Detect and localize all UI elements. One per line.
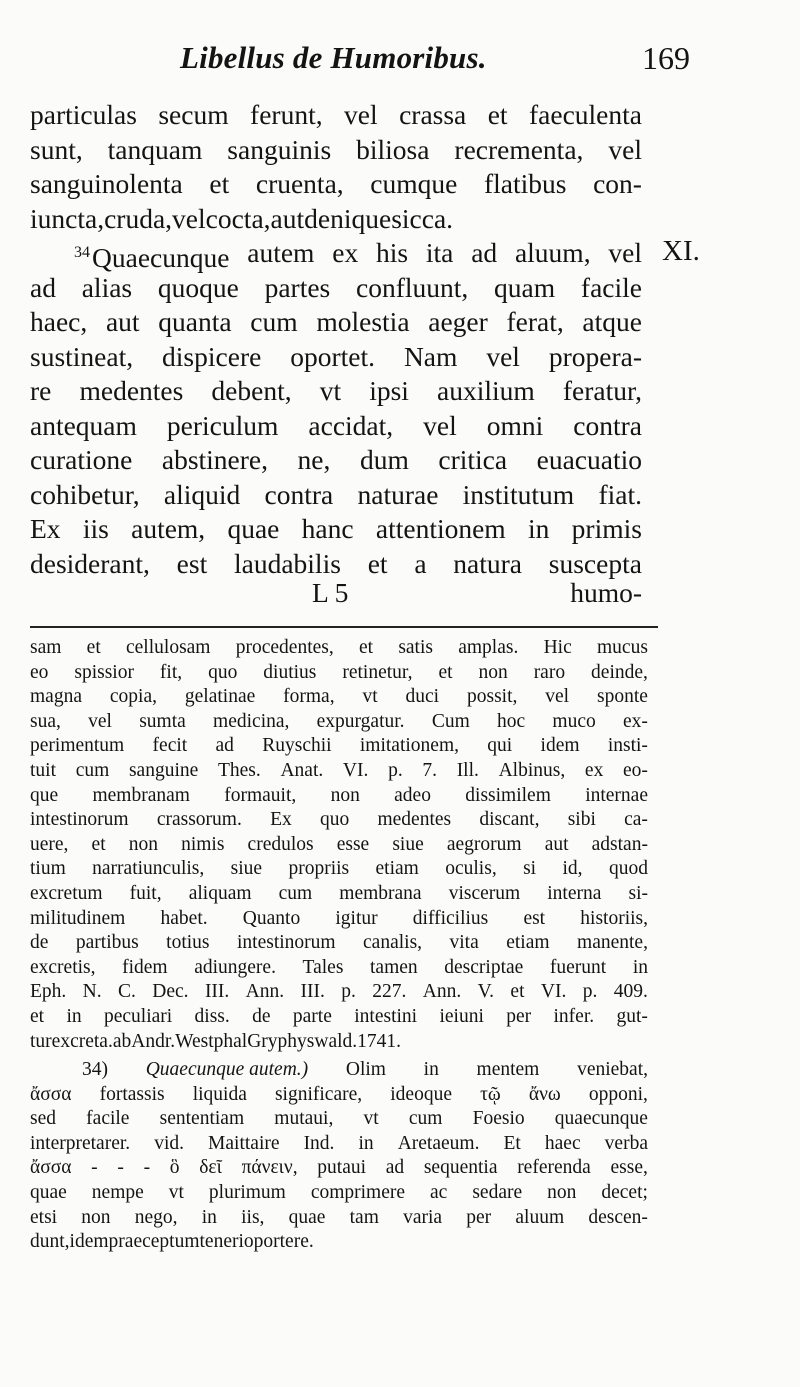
text-line: curatione abstinere, ne, dum critica euacuatio	[30, 444, 642, 475]
text-line: desiderant, est laudabilis et a natura suscepta	[30, 547, 642, 579]
running-title: Libellus de Humoribus.	[180, 40, 487, 75]
footnote-line: Eph. N. C. Dec. III. Ann. III. p. 227. Ann. V. et VI. p. 409.	[30, 981, 648, 1003]
footnote-line: perimentum fecit ad Ruyschii imitationem, qui idem insti-	[30, 735, 648, 757]
main-text	[30, 98, 642, 581]
footnote-line: eo spissior fit, quo diutius retinetur, et non raro deinde,	[30, 661, 648, 683]
footnote-line: tuit cum sanguine Thes. Anat. VI. p. 7. Ill. Albinus, ex eo-	[30, 759, 648, 781]
footnote-line: interpretarer. vid. Maittaire Ind. in Aretaeum. Et haec verba	[30, 1132, 648, 1154]
catchline	[30, 577, 642, 613]
footnote-line: ἄσσα - - - ὃ δεῖ πάνειν, putaui ad sequentia referenda esse,	[30, 1157, 648, 1179]
footnote-line: dunt, idem praeceptum teneri oportere.	[30, 1231, 314, 1253]
footnote-lemma: Quaecunque autem.)	[145, 1059, 309, 1081]
footnote-line: sua, vel sumta medicina, expurgatur. Cum hoc muco ex-	[30, 710, 648, 732]
page-header	[30, 40, 690, 90]
signature-mark: L 5	[312, 577, 349, 608]
footnote-line: sam et cellulosam procedentes, et satis amplas. Hic mucus	[30, 637, 648, 658]
margin-section-number: XI.	[662, 235, 700, 267]
footnote-line: de partibus totius intestinorum canalis, vita etiam manente,	[30, 932, 648, 954]
footnotes	[30, 636, 648, 1255]
footnote-line: et in peculiari diss. de parte intestini ieiuni per infer. gut-	[30, 1005, 648, 1027]
footnote-line: intestinorum crassorum. Ex quo medentes discant, sibi ca-	[30, 809, 648, 831]
footnote-reference: 34	[74, 244, 90, 261]
footnote-line: etsi non nego, in iis, quae tam varia per aluum descen-	[30, 1206, 648, 1228]
footnote-rule	[30, 626, 658, 628]
text-line: cohibetur, aliquid contra naturae institutum fiat.	[30, 478, 642, 510]
footnote-number: 34)	[82, 1059, 108, 1081]
text-line: $^{34}$Quaecunque autem ex his ita ad aluum, vel	[74, 237, 642, 273]
text-line: antequam periculum accidat, vel omni contra	[30, 409, 642, 441]
footnote-34-heading: 34) Quaecunque autem.) Olim in mentem veniebat,	[30, 1058, 648, 1083]
footnote-line: tur excreta. ab Andr. Westphal Gryphyswald. 1741.	[30, 1030, 402, 1052]
text-line: haec, aut quanta cum molestia aeger ferat, atque	[30, 306, 642, 337]
footnote-line: que membranam formauit, non adeo dissimilem internae	[30, 784, 648, 806]
text-line: sunt, tanquam sanguinis biliosa recrementa, vel	[30, 133, 642, 165]
text-line: re medentes debent, vt ipsi auxilium feratur,	[30, 375, 642, 406]
footnote-line: excretis, fidem adiungere. Tales tamen descriptae fuerunt in	[30, 956, 648, 978]
footnote-line: sed facile sententiam mutaui, vt cum Foesio quaecunque	[30, 1108, 648, 1130]
footnote-line: uere, et non nimis credulos esse siue aegrorum aut adstan-	[30, 833, 648, 855]
footnote-line: tium narratiunculis, siue propriis etiam oculis, si id, quod	[30, 858, 648, 880]
footnote-line: magna copia, gelatinae forma, vt duci possit, vel sponte	[30, 686, 648, 708]
text-line: Ex iis autem, quae hanc attentionem in primis	[30, 513, 642, 544]
page-number: 169	[642, 40, 690, 76]
footnote-line: excretum fuit, aliquam cum membrana viscerum interna si-	[30, 882, 648, 904]
text-line: particulas secum ferunt, vel crassa et faeculenta	[30, 99, 642, 130]
footnote-line: ἄσσα fortassis liquida significare, ideoque τῷ ἄνω opponi,	[30, 1083, 648, 1105]
footnote-line: militudinem habet. Quanto igitur difficilius est historiis,	[30, 907, 648, 929]
text-line: ad alias quoque partes confluunt, quam facile	[30, 271, 642, 303]
text-line: iuncta, cruda, vel cocta, aut denique sicca.	[30, 202, 454, 234]
footnote-line: quae nempe vt plurimum comprimere ac sedare non decet;	[30, 1182, 648, 1204]
catchword: humo-	[570, 577, 642, 608]
text-line: sustineat, dispicere oportet. Nam vel propera-	[30, 340, 642, 372]
text-line: sanguinolenta et cruenta, cumque flatibus con-	[30, 168, 642, 199]
